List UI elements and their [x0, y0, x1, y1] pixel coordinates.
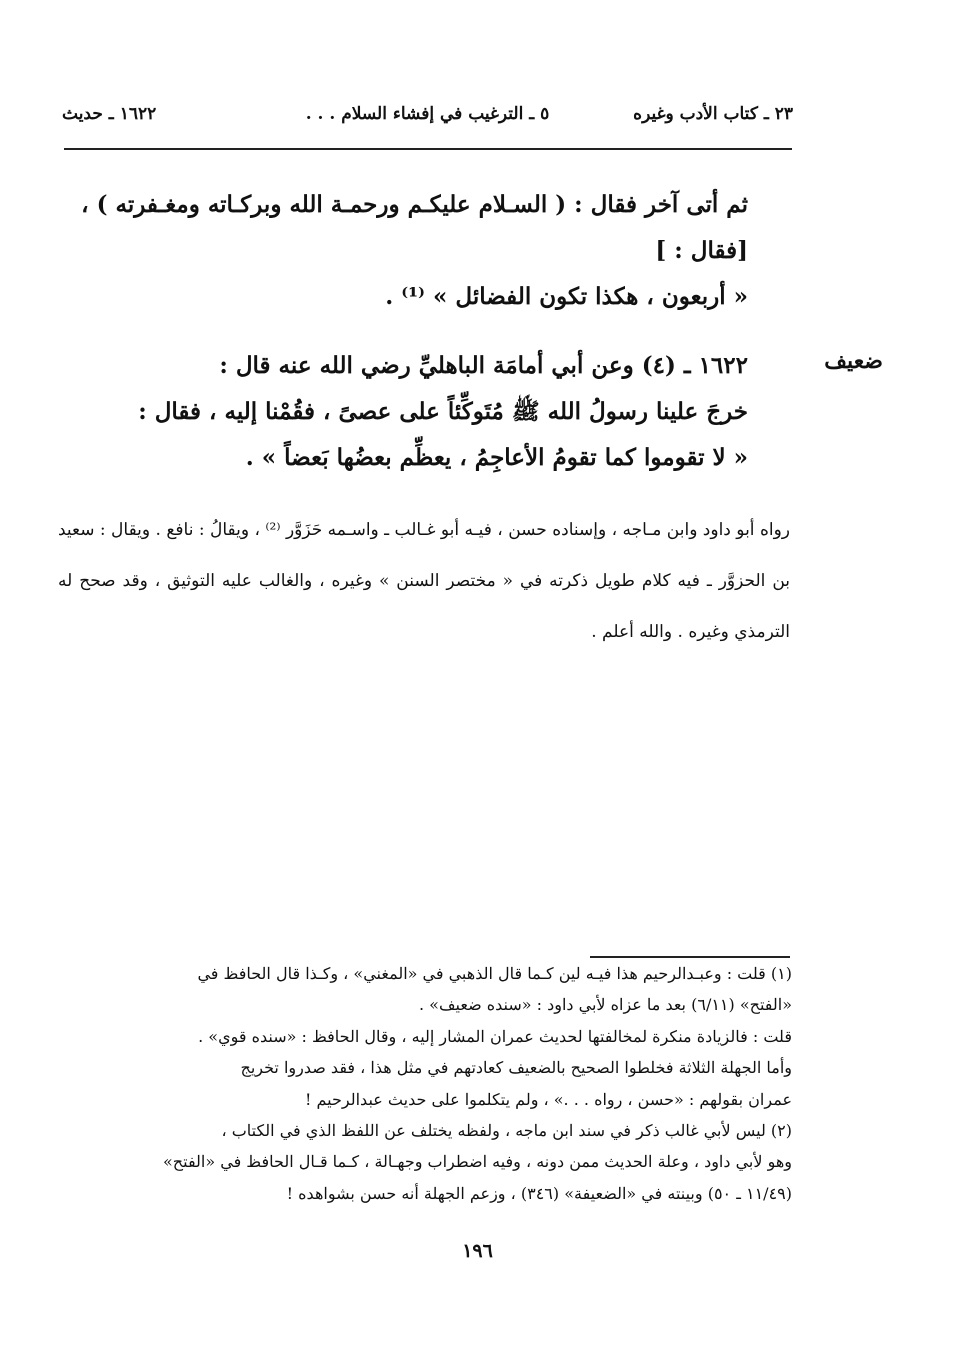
- footnote-line: (٢) ليس لأبي غالب ذكر في سند ابن ماجه ، ولفظه يختلف عن اللفظ الذي في الكتاب ،: [221, 1121, 792, 1141]
- header-rule: [64, 148, 792, 150]
- footnote-line: وأما الجهلة الثلاثة فخلطوا الصحيح بالضعيف كعادتهم في مثل هذا ، فقد صدروا تخريج: [240, 1058, 792, 1078]
- grade-label: ضعيف: [824, 348, 883, 374]
- hadith-line: « لا تقوموا كما تقومُ الأعاجِمُ ، يعظِّم بعضُها بَعضاً » .: [245, 444, 748, 471]
- footnote-line: (١١/٤٩ ـ ٥٠) وبينته في «الضعيفة» (٣٤٦) ، وزعم الجهلة أنه حسن بشواهده !: [286, 1183, 792, 1203]
- footnotes-block: [62, 958, 792, 1209]
- main-text-line: « أربعون ، هكذا تكون الفضائل » ⁽¹⁾ .: [385, 283, 748, 310]
- main-text-block: [60, 182, 748, 320]
- main-text-line: ثم أتى آخر فقال : ( السـلام عليكـم ورحمـة الله وبركـاته ومغـفرته ) ،: [81, 191, 748, 218]
- page-number: ١٩٦: [462, 1240, 493, 1262]
- footnote-line: عمران بقولهم : «حسن ، رواه . . .» ، ولم يتكلموا على حديث عبدالرحيم !: [305, 1089, 792, 1109]
- hadith-line: ١٦٢٢ ـ (٤) وعن أبي أمامَة الباهليِّ رضي الله عنه قال :: [219, 352, 748, 379]
- running-head-hadith-ref: ١٦٢٢ ـ حديث: [62, 104, 157, 124]
- commentary-paragraph: رواه أبو داود وابن مـاجه ، وإسناده حسن ، فيـه أبو غـالب ـ واسـمه حَزَوَّر ⁽²⁾ ، ويقالُ : نافع . ويقال : سعيد بن الحزوَّر ـ فيه كلام طويل ذكرته في « مختصر السنن » وغيره ، والغالب عليه التوثيق ، وقد صحح له الترمذي وغيره . والله أعلم .: [58, 520, 790, 642]
- hadith-line: خرجَ علينا رسولُ الله ﷺ مُتَوكِّئاً على عصىً ، فقُمْنا إليه ، فقال :: [138, 398, 748, 425]
- footnote-line: قلت : فالزيادة منكرة لمخالفتها لحديث عمران المشار إليه ، وقال الحافظ : «سنده قوي» .: [198, 1026, 792, 1046]
- running-head-section: ٥ ـ الترغيب في إفشاء السلام . . .: [305, 104, 550, 124]
- main-text-line: [فقال : ]: [655, 237, 748, 264]
- running-head: [62, 104, 793, 134]
- footnote-line: (١) قلت : وعبـدالرحيم هذا فيـه لين كـما قال الذهبي في «المغني» ، وكـذا قال الحافظ في: [197, 964, 792, 983]
- running-head-chapter: ٢٣ ـ كتاب الأدب وغيره: [633, 104, 793, 124]
- hadith-block: [60, 343, 748, 481]
- footnote-line: وهو لأبي داود ، وعلة الحديث ممن دونه ، وفيه اضطراب وجهـالة ، كـما قـال الحافظ في «الفتح»: [163, 1152, 792, 1172]
- footnote-line: «الفتح» (٦/١١) بعد ما عزاه لأبي داود : «سنده ضعيف» .: [419, 995, 792, 1015]
